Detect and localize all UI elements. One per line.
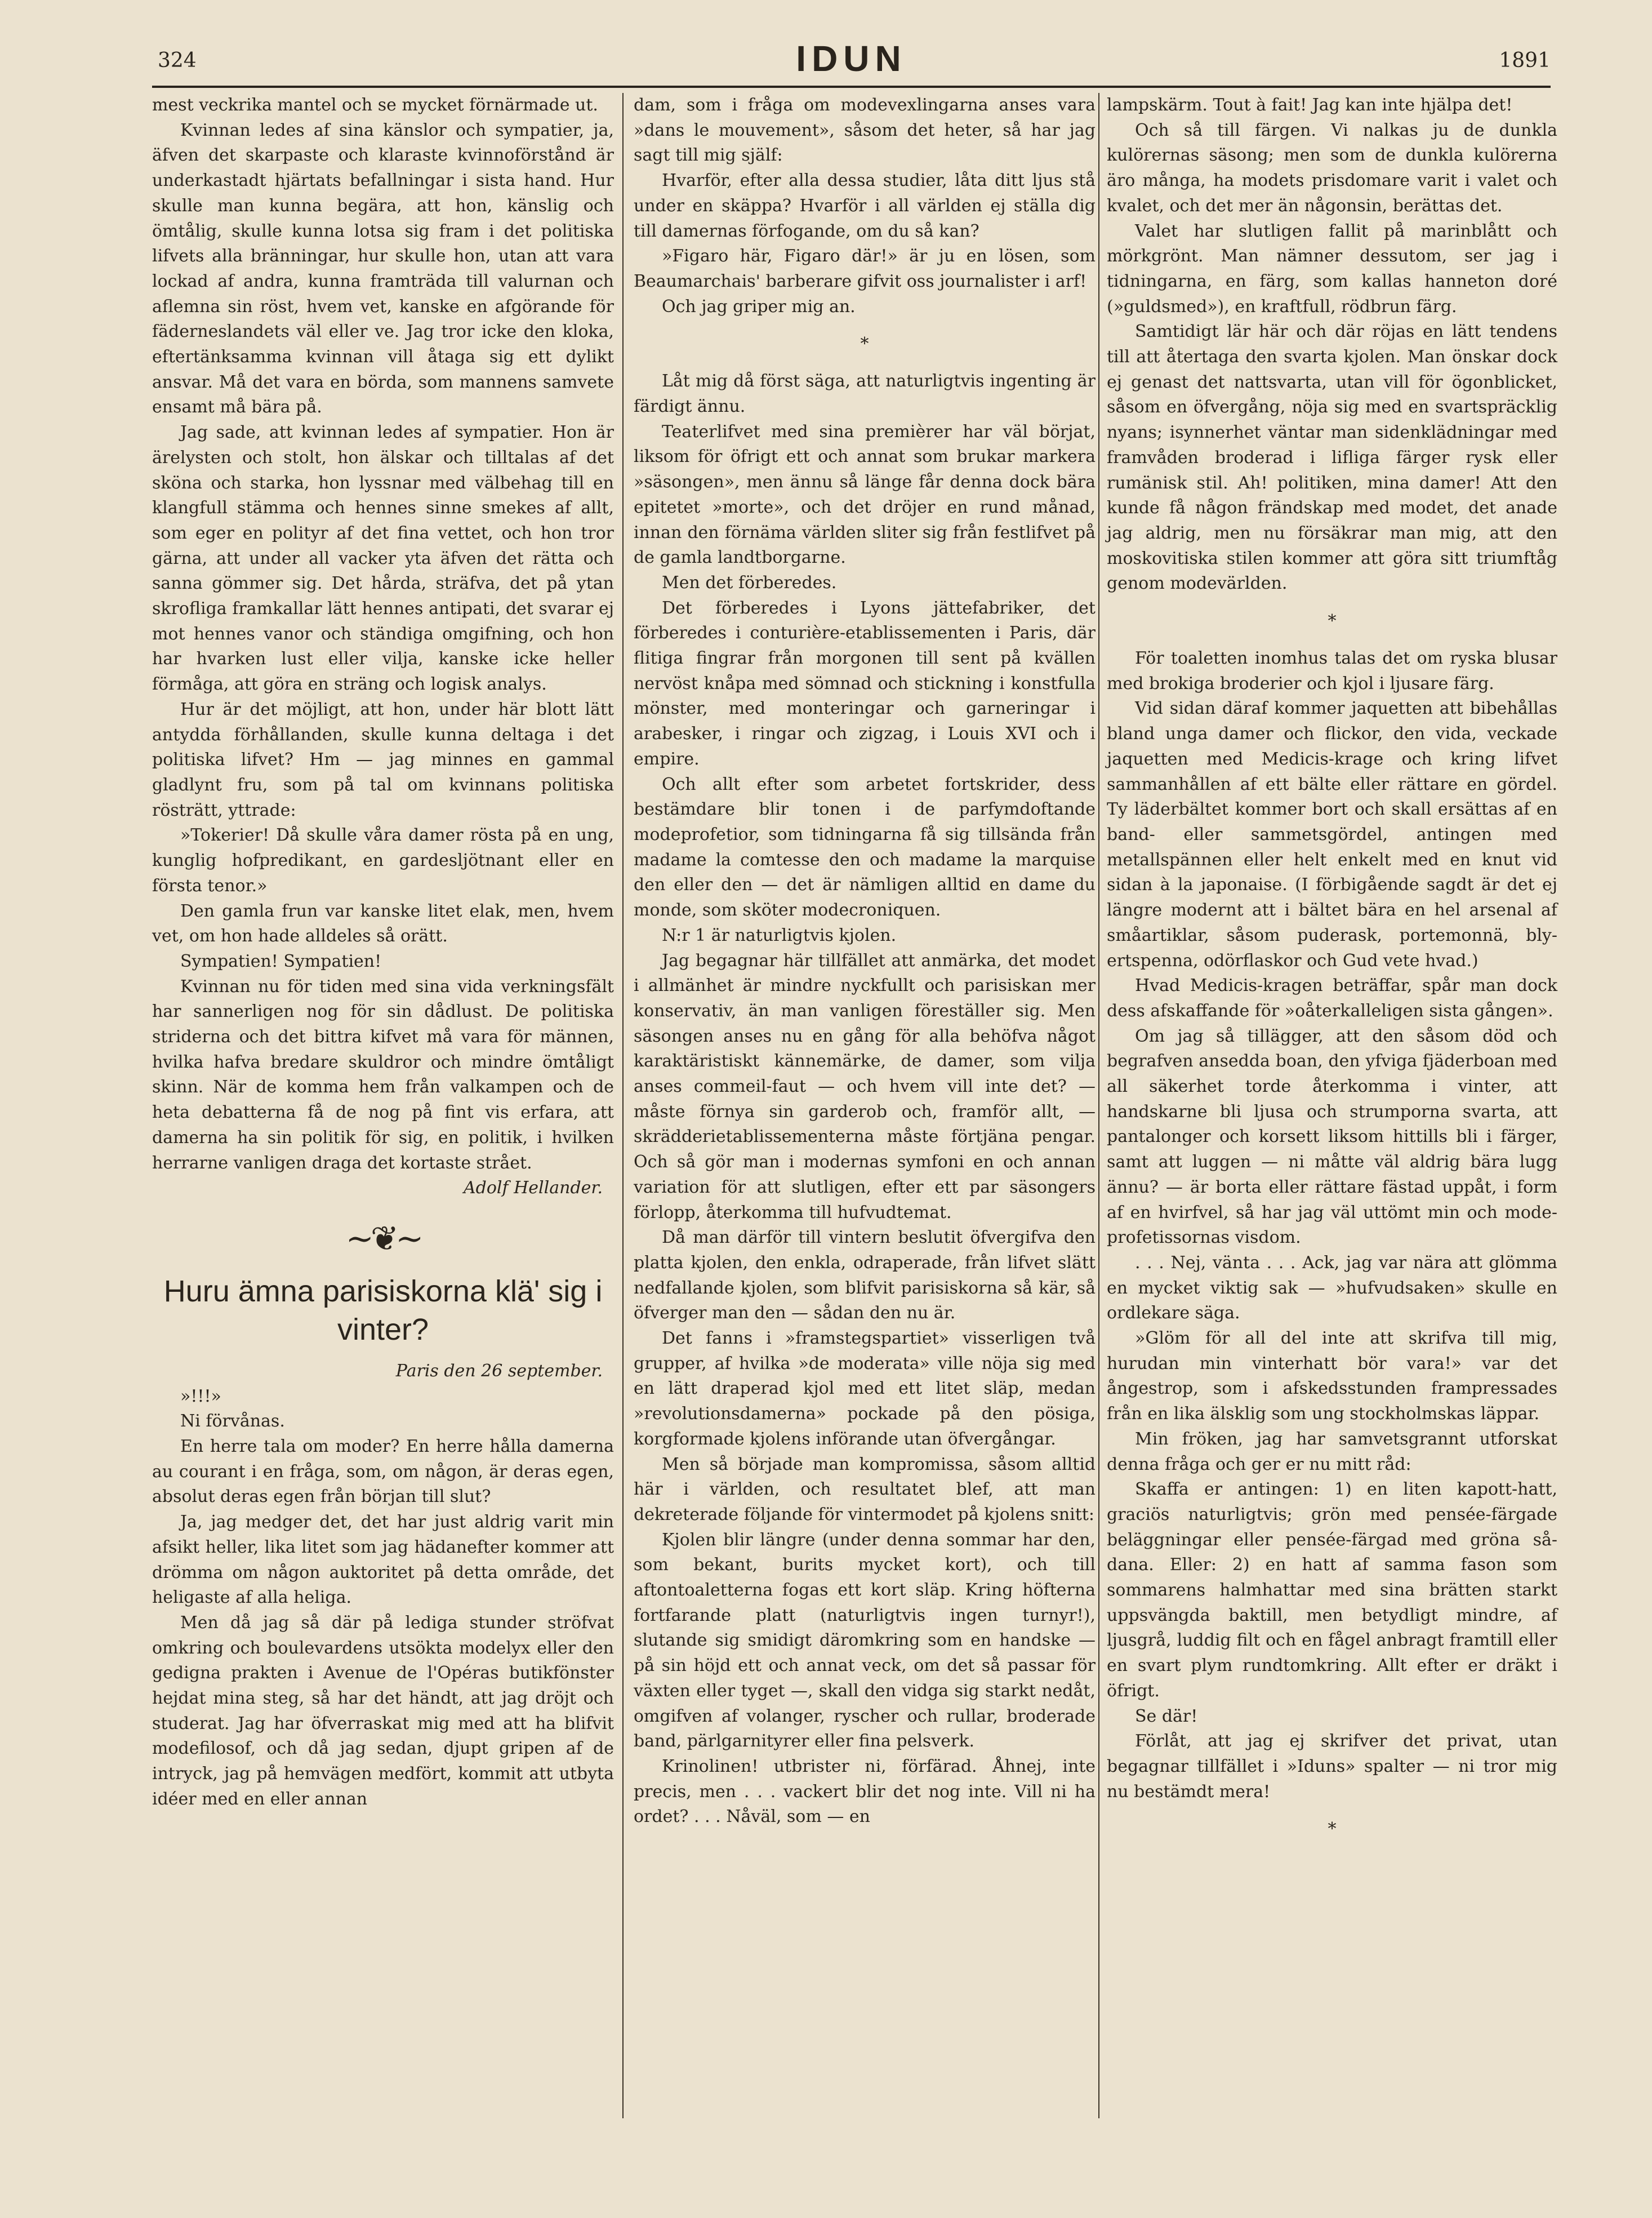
- paragraph: Krinolinen! utbrister ni, förfärad. Åhnej, inte precis, men . . . vackert blir det nog inte. Vill ni ha ordet? . . . Nåväl, som — en: [634, 1757, 1096, 1827]
- paragraph: Det förberedes i Lyons jättefabriker, det förberedes i conturière-etablissementen i Paris, där flitiga fingrar från morgonen till sent på kvällen nervöst knåpa med sömnad och stickning i konstfulla mönster, med monteringar och garneringar i arabesker, i ringar och zigzag, i Louis XVI och i empire.: [634, 598, 1096, 769]
- magazine-title: IDUN: [796, 38, 907, 79]
- paragraph: mest veckrika mantel och se mycket förnärmade ut.: [152, 95, 598, 115]
- paragraph: Låt mig då först säga, att naturligtvis ingenting är färdigt ännu.: [634, 371, 1096, 417]
- paragraph: »Tokerier! Då skulle våra damer rösta på en ung, kunglig hofpredikant, en gardesljötnant eller en första tenor.»: [152, 825, 614, 896]
- paragraph: Och jag griper mig an.: [662, 296, 856, 317]
- column-2: [634, 93, 1096, 1830]
- paragraph: Om jag så tillägger, att den såsom död och begrafven ansedda boan, den yfviga fjäderboan med all säkerhet torde återkomma i vinter, att handskarne bli ljusa och strumporna svarta, att pantalonger och korsett liksom hittills bli i färger, samt att luggen — ni måtte väl aldrig bära lugg ännu? — är borta eller rättare fästad uppåt, i form af en hvirfvel, så har jag väl uttömt min och mode-profetissornas visdom.: [1107, 1026, 1557, 1248]
- article-heading: Huru ämna parisiskorna klä' sig i vinter?: [163, 1274, 603, 1346]
- paragraph: Jag begagnar här tillfället att anmärka, det modet i allmänhet är mindre nyckfullt och parisiskan mer konservativ, än man vanligen föreställer sig. Men säsongen anses nu en gång för alla behöfva något karaktäristiskt kännemärke, de damer, som vilja anses commeil-faut — och hvem vill inte det? — måste förnya sin garderob och, framför allt, — skrädderietablissementerna måste förtjäna pengar. Och så gör man i modernas symfoni en och annan variation för att slutligen, efter ett par säsongers förlopp, återkomma till hufvudtemat.: [634, 950, 1096, 1223]
- signature: Adolf Hellander.: [463, 1178, 603, 1198]
- page-number: 324: [158, 49, 197, 72]
- column-divider: [1098, 93, 1099, 2118]
- column-1: [152, 93, 614, 1812]
- section-separator: *: [1328, 611, 1337, 632]
- paragraph: Men så började man kompromissa, såsom alltid här i världen, och resultatet blef, att man dekreterade följande för vintermodet på kjolens snitt:: [634, 1454, 1096, 1524]
- paragraph: Hvad Medicis-kragen beträffar, spår man dock dess afskaffande för »oåterkalleligen sista gången».: [1107, 976, 1557, 1021]
- paragraph: lampskärm. Tout à fait! Jag kan inte hjälpa det!: [1107, 95, 1513, 115]
- paragraph: dam, som i fråga om modevexlingarna anses vara »dans le mouvement», såsom det heter, så har jag sagt till mig själf:: [634, 95, 1096, 166]
- paragraph: Men då jag så där på lediga stunder ströfvat omkring och boulevardens utsökta modelyx eller den gedigna prakten i Avenue de l'Opéras butikfönster hejdat mina steg, så har det händt, att jag dröjt och studerat. Jag har öfverraskat mig med att ha blifvit modefilosof, och då jag sedan, djupt gripen af de intryck, jag på hemvägen medfört, kommit att utbyta idéer med en eller annan: [152, 1612, 614, 1809]
- column-divider: [622, 93, 624, 2118]
- paragraph: Se där!: [1135, 1706, 1198, 1726]
- paragraph: Kvinnan ledes af sina känslor och sympatier, ja, äfven det skarpaste och klaraste kvinnoförstånd är underkastadt hjärtats befallningar i sista hand. Hur skulle man kunna begära, att hon, känslig och ömtålig, skulle kunna lotsa sig fram i det politiska lifvets alla bränningar, hur skulle hon, utan att vara lockad af andra, kunna framträda till valurnan och aflemna sin röst, hvem vet, kanske en afgörande för fäderneslandets väl eller ve. Jag tror icke den kloka, eftertänksamma kvinnan vill åtaga sig ett dylikt ansvar. Må det vara en börda, som mannens samvete ensamt må bära på.: [152, 120, 614, 417]
- paragraph: Den gamla frun var kanske litet elak, men, hvem vet, om hon hade alldeles så orätt.: [152, 901, 614, 946]
- paragraph: Hur är det möjligt, att hon, under här blott lätt antydda förhållanden, skulle kunna deltaga i det politiska lifvet? Hm — jag minnes en gammal gladlynt fru, som på tal om kvinnans politiska rösträtt, yttrade:: [152, 699, 614, 820]
- paragraph: Ja, jag medger det, det har just aldrig varit min afsikt heller, lika litet som jag hädanefter kommer att drömma om någon auktoritet på detta område, det heligaste af alla heliga.: [152, 1512, 614, 1608]
- paragraph: Ni förvånas.: [180, 1411, 285, 1432]
- year: 1891: [1499, 49, 1551, 72]
- dateline: Paris den 26 september.: [395, 1361, 603, 1381]
- section-separator: *: [1328, 1819, 1337, 1839]
- paragraph: Det fanns i »framstegspartiet» visserligen två grupper, af hvilka »de moderata» ville nöja sig med en lätt draperad kjol med ett litet släp, medan »revolutionsdamerna» pockade på den pösiga, korgformade kjolens införande utan öfvergångar.: [634, 1328, 1096, 1449]
- paragraph: . . . Nej, vänta . . . Ack, jag var nära att glömma en mycket viktig sak — »hufvudsaken» skulle en ordlekare säga.: [1107, 1252, 1557, 1323]
- paragraph: »Figaro här, Figaro där!» är ju en lösen, som Beaumarchais' barberare gifvit oss journalister i arf!: [634, 246, 1096, 291]
- paragraph: Samtidigt lär här och där röjas en lätt tendens till att återtaga den svarta kjolen. Man önskar dock ej genast det nattsvarta, utan vill för ögonblicket, såsom en öfvergång, nöja sig med en svartspräcklig nyans; isynnerhet väntar man sidenklädningar med framvåden broderad i lifliga färger rysk eller rumänisk stil. Ah! politiken, mina damer! Att den kunde få någon frändskap med modet, det anade jag aldrig, men nu försäkrar man mig, att den moskovitiska stilen kommer att göra sitt triumftåg genom modevärlden.: [1107, 322, 1557, 594]
- section-separator: *: [860, 334, 869, 354]
- paragraph: Kvinnan nu för tiden med sina vida verkningsfält har sannerligen nog för sin dådlust. De politiska striderna och det bittra kifvet må vara för männen, hvilka hafva bredare skuldror och mindre ömtåligt skinn. När de komma hem från valkampen och de heta debatterna få de nog på fint vis erfara, att damerna ha sin politik för sig, en politik, i hvilken herrarne vanligen draga det kortaste strået.: [152, 976, 614, 1173]
- paragraph: Valet har slutligen fallit på marinblått och mörkgrönt. Man nämner dessutom, ser jag i tidningarna, en färg, som kallas hanneton doré (»guldsmed»), en kraftfull, rödbrun färg.: [1107, 221, 1557, 317]
- paragraph: En herre tala om moder? En herre hålla damerna au courant i en fråga, som, om någon, är deras egen, absolut deras egen från början till slut?: [152, 1437, 614, 1507]
- paragraph: N:r 1 är naturligtvis kjolen.: [662, 925, 897, 945]
- paragraph: Vid sidan däraf kommer jaquetten att bibehållas bland unga damer och flickor, den vida, veckade jaquetten med Medicis-krage och kring lifvet sammanhållen af ett bälte eller rättare en gördel. Ty läderbältet kommer bort och skall ersättas af en band- eller sammetsgördel, antingen med metallspännen eller helt enkelt med en knut vid sidan à la japonaise. (I förbigående sagdt är det ej längre modernt att i bältet bära en hel arsenal af småartiklar, såsom puderask, portemonnä, blyertspenna, odörflaskor och Gud vete hvad.): [1107, 699, 1557, 971]
- paragraph: »!!!»: [180, 1386, 221, 1406]
- paragraph: Sympatien! Sympatien!: [180, 951, 382, 971]
- paragraph: Teaterlifvet med sina premièrer har väl börjat, liksom för öfrigt ett och annat som brukar markera »säsongen», men ännu så länge får denna dock bära epitetet »morte», och det dröjer en rund månad, innan den förnäma världen sliter sig från festlifvet på de gamla landtborgarne.: [634, 421, 1096, 568]
- paragraph: Och så till färgen. Vi nalkas ju de dunkla kulörernas säsong; men som de dunkla kulörerna äro många, ha modets prisdomare varit i valet och kvalet, och det mer än någonsin, berättas det.: [1107, 120, 1557, 216]
- paragraph: Och allt efter som arbetet fortskrider, dess bestämdare blir tonen i de parfymdoftande modeprofetior, som tidningarna få sig tillsända från madame la comtesse den och madame la marquise den eller den — det är nämligen alltid en dame du monde, som sköter modecroniquen.: [634, 774, 1096, 921]
- paragraph: Jag sade, att kvinnan ledes af sympatier. Hon är ärelysten och stolt, hon älskar och tilltalas af det sköna och starka, hon lyssnar med välbehag till en klangfull stämma och hennes sinne smekes af allt, som eger en polityr af det fina vettet, och hon tror gärna, att under all vacker yta äfven det rätta och sanna gömmer sig. Det hårda, sträfva, det på ytan skrofliga framkallar lätt hennes antipati, det svarar ej mot hennes vanor och ständiga omgifning, och hon har hvarken lust eller vilja, kanske icke heller förmåga, att göra en sträng och logisk analys.: [152, 423, 614, 695]
- paragraph: Kjolen blir längre (under denna sommar har den, som bekant, burits mycket kort), och till aftontoaletterna fogas ett kort släp. Kring höfterna fortfarande platt (naturligtvis ingen turnyr!), slutande sig smidigt däromkring som en handske — på sin höjd ett och annat veck, om det så passar för växten eller tyget —, skall den vidga sig starkt nedåt, omgifven af volanger, ryscher och rullar, broderade band, pärlgarnityrer eller fina pelsverk.: [634, 1530, 1096, 1752]
- paragraph: Hvarför, efter alla dessa studier, låta ditt ljus stå under en skäppa? Hvarför i all världen ej ställa dig till damernas förfogande, om du så kan?: [634, 171, 1096, 241]
- column-3: [1107, 93, 1557, 1854]
- paragraph: Men det förberedes.: [662, 572, 837, 593]
- header-rule: [152, 86, 1551, 88]
- paragraph: Då man därför till vintern beslutit öfvergifva den platta kjolen, den enkla, odraperade, från lifvet slätt nedfallande kjolen, som blifvit parisiskorna så kär, så öfverger man den — sådan den nu är.: [634, 1228, 1096, 1323]
- paragraph: Förlåt, att jag ej skrifver det privat, utan begagnar tillfället i »Iduns» spalter — ni tror mig nu bestämdt mera!: [1107, 1731, 1557, 1802]
- paragraph: Skaffa er antingen: 1) en liten kapott-hatt, graciös naturligtvis; grön med pensée-färgade beläggningar eller pensée-färgad med gröna sådana. Eller: 2) en hatt af samma fason som sommarens halmhattar med sina brätten starkt uppsvängda baktill, men betydligt mindre, af ljusgrå, luddig filt och en fågel anbragt framtill eller en svart plym rundtomkring. Allt efter er dräkt i öfrigt.: [1107, 1479, 1557, 1701]
- paragraph: Min fröken, jag har samvetsgrannt utforskat denna fråga och ger er nu mitt råd:: [1107, 1429, 1557, 1474]
- paragraph: »Glöm för all del inte att skrifva till mig, hurudan min vinterhatt bör vara!» var det ångestrop, som i afskedsstunden frampressades från en lika älsklig som ung stockholmskas läppar.: [1107, 1328, 1557, 1424]
- page-header: [152, 38, 1551, 82]
- ornament-icon: ~❦~: [345, 1219, 421, 1259]
- paragraph: För toaletten inomhus talas det om ryska blusar med brokiga broderier och kjol i ljusare färg.: [1107, 648, 1557, 694]
